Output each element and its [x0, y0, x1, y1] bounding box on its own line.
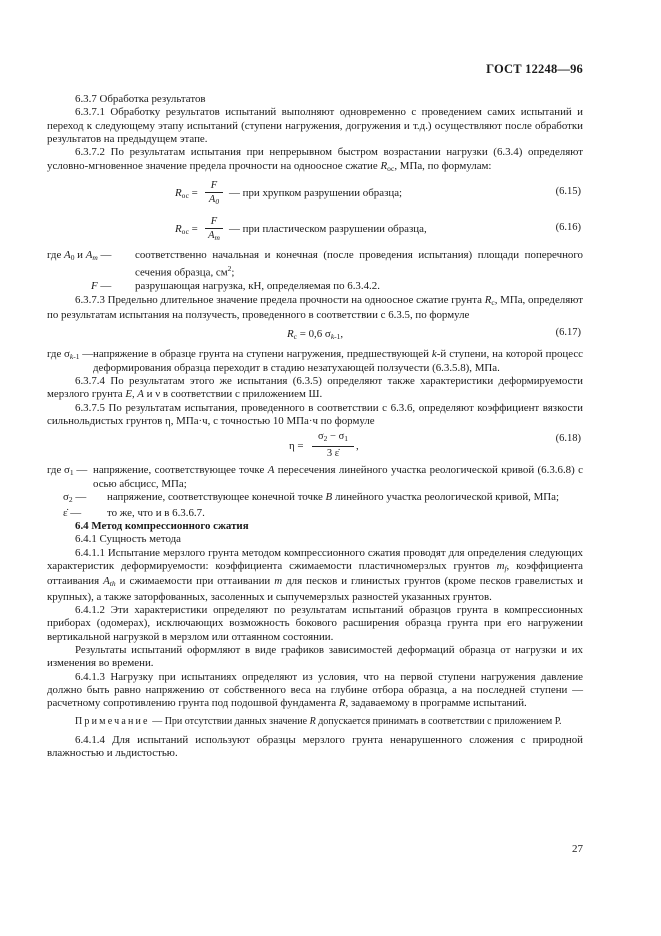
paragraph-6-4-1-2: 6.4.1.2 Эти характеристики определяют по результатам испытаний образцов грунта в компрессионных приборах (одомерах), исключающих возможность бокового расширения образца грунта при его нагружении вертикальной нагрузкой в мерзлом или оттаянном состоянии. — [47, 603, 583, 643]
where-f: F — разрушающая нагрузка, кН, определяемая по 6.3.4.2. — [91, 280, 380, 293]
where-epsilon-dot: ε̇ — то же, что и в 6.3.6.7. — [63, 506, 205, 519]
section-6-4-1-title: 6.4.1 Сущность метода — [75, 533, 182, 546]
where-a0-am: где $A_0$ и $A_m$ — соответственно начальная и конечная (после проведения испытания) площади поперечного сечения образца, $см^2$; — [47, 249, 583, 280]
paragraph-6-3-7-3: 6.3.7.3 Предельно длительное значение предела прочности на одноосное сжатие грунта $R_с$, МПа, определяют по результатам испытания на ползучесть, проведенного в соответствии с 6.3.5, по формуле — [47, 293, 583, 322]
where-sigma2: $\sigma_2$ — напряжение, соответствующее конечной точке B линейного участка реологической кривой, МПа; — [63, 491, 560, 505]
formula-6-18: η = $\frac{\sigma_2 - \sigma_1}{3 \varepsiloṅ}$ , (6.18) — [289, 431, 581, 460]
page-header: ГОСТ 12248—96 — [486, 62, 583, 76]
paragraph-6-4-1-3: 6.4.1.3 Нагрузку при испытаниях определяют из условия, что на первой ступени нагружения давление должно быть равно напряжению от собственного веса на глубине отбора образца, а на последней ступени — расчетному сопротивлению грунта под подошвой фундамента R, задаваемому в программе испытаний. — [47, 670, 583, 710]
where-sigma1: где $\sigma_1$ — напряжение, соответствующее точке A пересечения линейного участка реологической кривой (6.3.6.8) с осью абсцисс, МПа; — [47, 464, 583, 490]
paragraph-6-3-7-5: 6.3.7.5 По результатам испытания, проведенного в соответствии с 6.3.6, определяют коэффициент вязкости сильнольдистых грунтов η, МПа·ч, с точностью 10 МПа·ч по формуле — [47, 401, 583, 428]
note: Примечание — При отсутствии данных значение R допускается принимать в соответствии с приложением Р. — [75, 715, 562, 727]
paragraph-6-3-7-1: 6.3.7.1 Обработку результатов испытаний выполняют одновременно с проведением самих испытаний и переход к следующему этапу испытаний (ступени нагружения, догружения и т.д.) осуществляют после обработки результатов на предыдущем этапе. — [47, 106, 583, 146]
paragraph-6-4-1-2-b: Результаты испытаний оформляют в виде графиков зависимостей деформаций образца от нагрузки и их изменения во времени. — [47, 643, 583, 670]
where-sigma-k1: где $\sigma_{k-1}$ — напряжение в образце грунта на ступени нагружения, предшествующей k-й ступени, на которой процесс деформирования образца переходит в стадию незатухающей ползучести (6.3.5.8), МПа. — [47, 348, 583, 374]
formula-6-17: $R_с = 0,6$ $\sigma_{k-1}$, (6.17) — [287, 327, 581, 342]
formula-6-16: $R_{ос}$ = $\frac{F}{A_m}$ — при пластическом разрушении образца, (6.16) — [175, 216, 581, 243]
page-number: 27 — [572, 843, 583, 855]
paragraph-6-3-7-2: 6.3.7.2 По результатам испытания при непрерывном быстром возрастании нагрузки (6.3.4) определяют условно-мгновенное значение предела прочности на одноосное сжатие $R_{ос}$, МПа, по формулам: — [47, 146, 583, 173]
paragraph-6-3-7-4: 6.3.7.4 По результатам этого же испытания (6.3.5) определяют также характеристики деформируемости мерзлого грунта E, A и ν в соответствии с приложением Ш. — [47, 375, 583, 401]
paragraph-6-4-1-4: 6.4.1.4 Для испытаний используют образцы мерзлого грунта ненарушенного сложения с природной влажностью и льдистостью. — [47, 733, 583, 759]
section-6-3-7-title: 6.3.7 Обработка результатов — [75, 93, 206, 105]
section-6-4-title: 6.4 Метод компрессионного сжатия — [75, 519, 249, 532]
document-body — [47, 93, 583, 760]
formula-6-15: $R_{ос}$ = $\frac{F}{A_0}$ — при хрупком разрушении образца; (6.15) — [175, 180, 581, 207]
paragraph-6-4-1-1: 6.4.1.1 Испытание мерзлого грунта методом компрессионного сжатия проводят для определения следующих характеристик деформируемости: коэффициента сжимаемости пластичномерзлых грунтов $m_f$, коэффициента оттаивания $A_{th}$ и сжимаемости при оттаивании m для песков и глинистых грунтов (кроме песков гравелистых и крупных), а также заторфованных, засоленных и сыпучемерзлых разностей указанных грунтов. — [47, 546, 584, 603]
